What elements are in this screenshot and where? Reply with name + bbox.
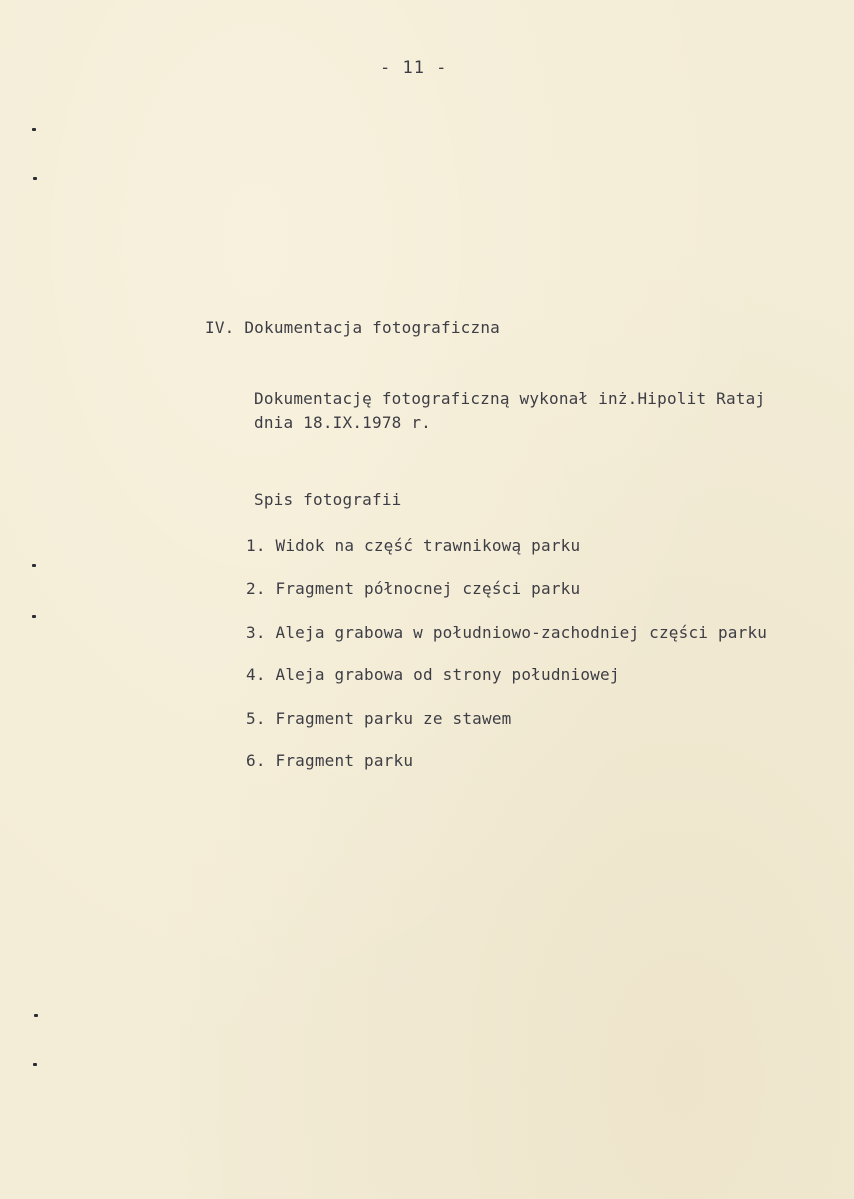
section-heading: IV. Dokumentacja fotograficzna [205,318,500,337]
list-item: 5. Fragment parku ze stawem [246,709,512,728]
paragraph-line: Dokumentację fotograficzną wykonał inż.Hipolit Rataj [254,389,766,408]
page-number: - 11 - [380,58,448,78]
list-item: 6. Fragment parku [246,751,414,770]
list-item: 2. Fragment północnej części parku [246,579,581,598]
margin-mark [33,177,37,180]
list-item: 4. Aleja grabowa od strony południowej [246,665,620,684]
margin-mark [32,615,36,618]
margin-mark [32,564,36,567]
list-item: 1. Widok na część trawnikową parku [246,536,581,555]
paragraph-line: dnia 18.IX.1978 r. [254,413,431,432]
photo-list-heading: Spis fotografii [254,490,402,509]
list-item: 3. Aleja grabowa w południowo-zachodniej części parku [246,623,768,642]
margin-mark [33,1063,37,1066]
margin-mark [34,1014,38,1017]
margin-mark [32,128,36,131]
